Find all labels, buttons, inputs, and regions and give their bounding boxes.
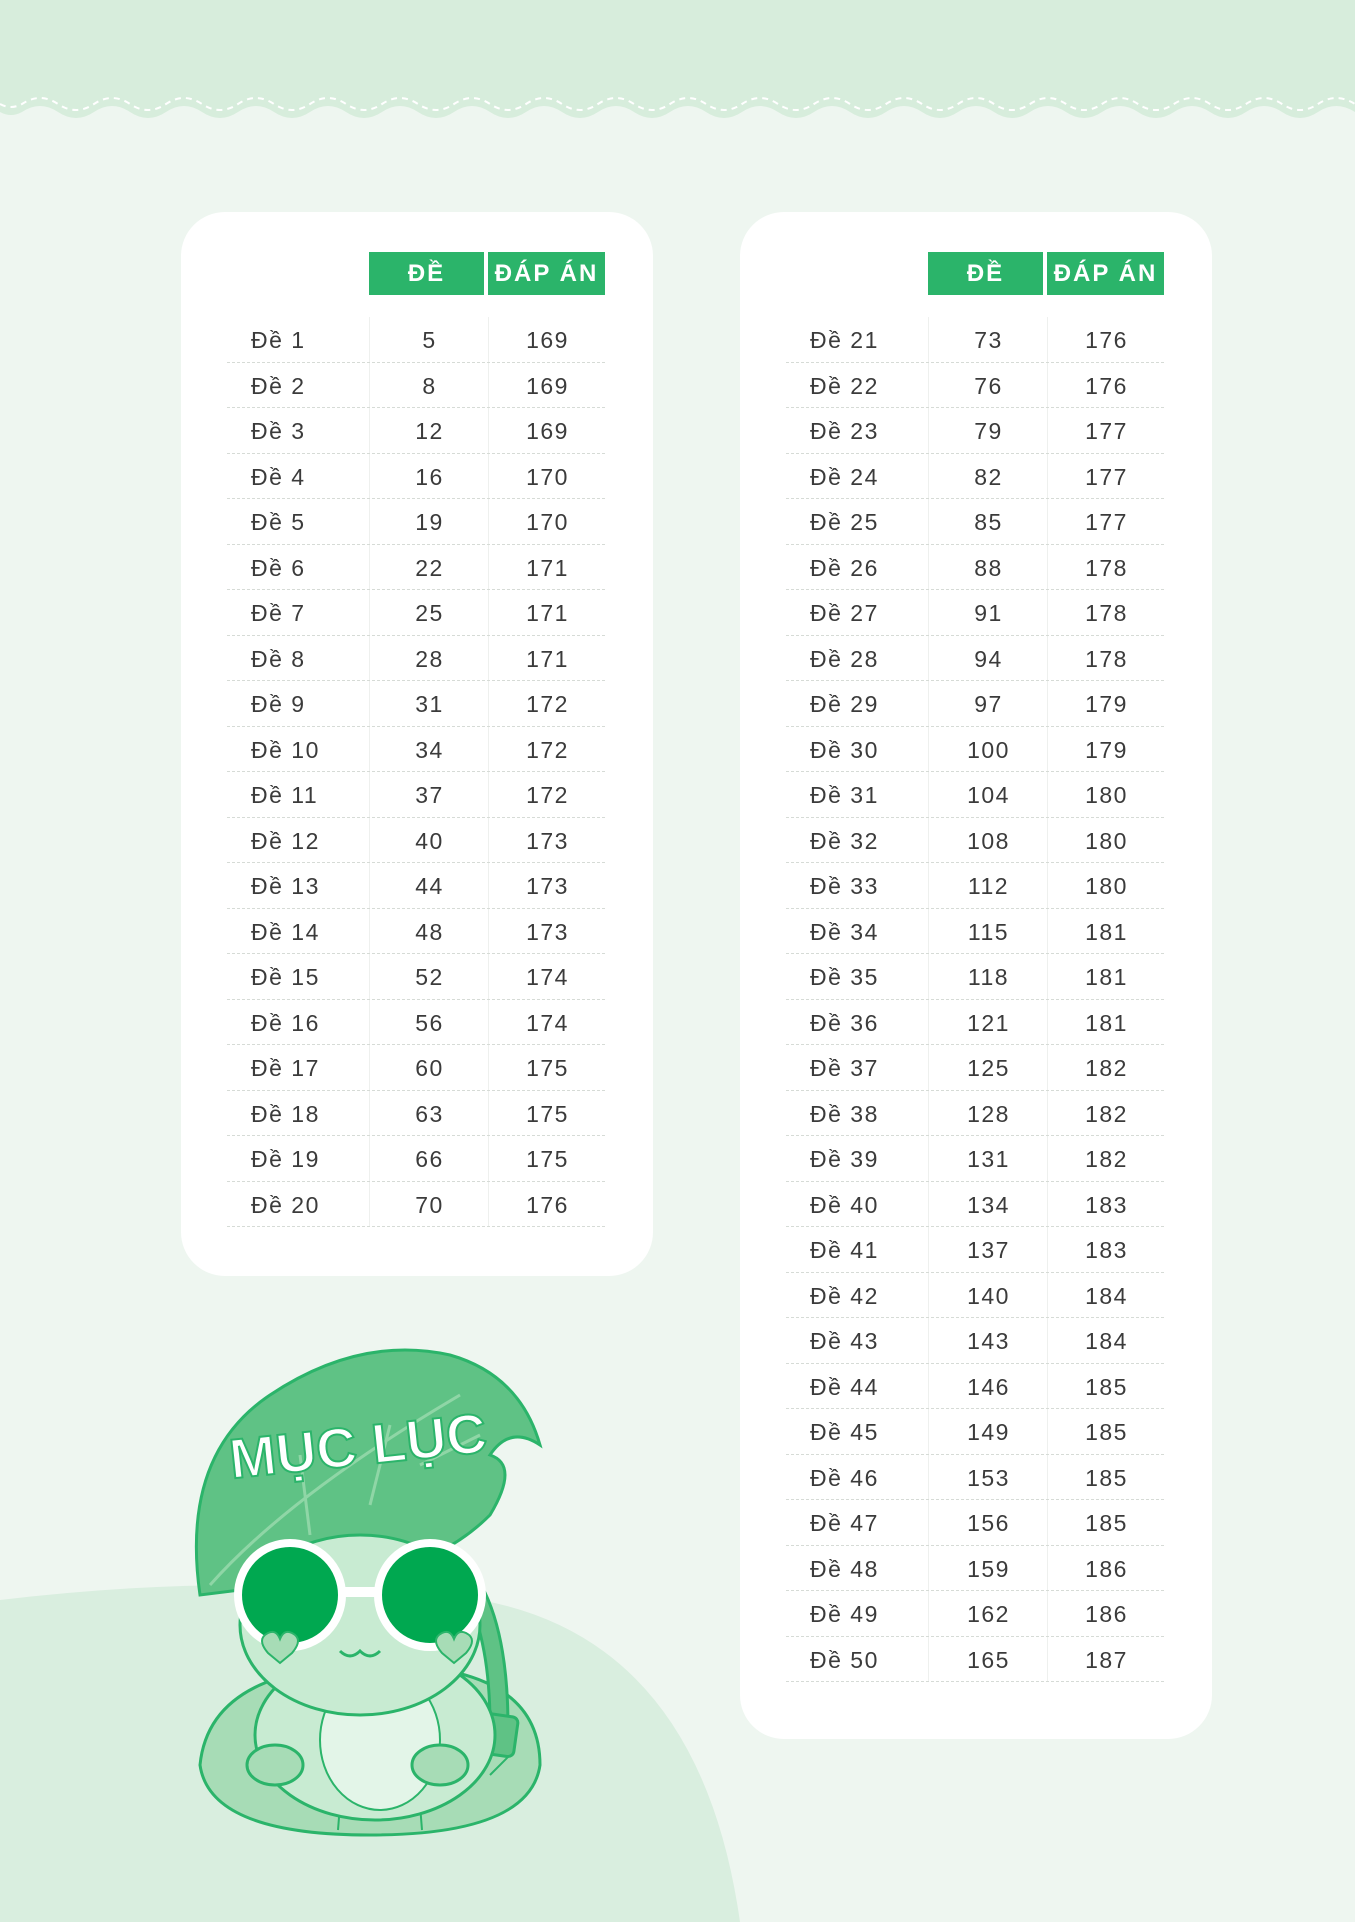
toc-row [227,954,605,1000]
exam-name: Đề 42 [810,1282,879,1309]
exam-name: Đề 16 [251,1009,320,1036]
exam-page: 37 [369,772,489,818]
answer-page: 177 [1047,408,1165,454]
toc-row [227,1000,605,1046]
exam-name: Đề 20 [251,1191,320,1218]
toc-row [786,454,1164,500]
exam-name: Đề 48 [810,1555,879,1582]
exam-name: Đề 3 [251,418,306,444]
exam-name: Đề 21 [810,327,879,353]
answer-page: 178 [1047,545,1165,591]
exam-name: Đề 15 [251,964,320,990]
toc-row [786,1091,1164,1137]
answer-page: 176 [488,1182,606,1228]
toc-row [227,454,605,500]
exam-name: Đề 2 [251,372,306,399]
toc-row [227,1091,605,1137]
exam-page: 31 [369,681,489,727]
toc-row [786,1227,1164,1273]
toc-row [786,1409,1164,1455]
exam-page: 40 [369,818,489,864]
exam-page: 153 [928,1455,1048,1501]
exam-page: 79 [928,408,1048,454]
toc-row [786,1182,1164,1228]
exam-name: Đề 24 [810,463,879,490]
exam-page: 94 [928,636,1048,682]
exam-page: 115 [928,909,1048,955]
toc-row [786,772,1164,818]
exam-name: Đề 18 [251,1100,320,1127]
exam-page: 97 [928,681,1048,727]
exam-page: 134 [928,1182,1048,1228]
toc-row [786,1318,1164,1364]
toc-row [786,1045,1164,1091]
toc-row [227,727,605,773]
illustration-title: MỤC LỤC [226,1400,490,1491]
toc-row [786,1546,1164,1592]
answer-page: 171 [488,545,606,591]
answer-page: 182 [1047,1091,1165,1137]
header-de: ĐỀ [369,252,484,295]
exam-page: 56 [369,1000,489,1046]
exam-name: Đề 13 [251,873,320,899]
answer-page: 175 [488,1136,606,1182]
toc-row [227,818,605,864]
answer-page: 186 [1047,1546,1165,1592]
answer-page: 180 [1047,863,1165,909]
toc-row [786,636,1164,682]
exam-page: 131 [928,1136,1048,1182]
answer-page: 180 [1047,772,1165,818]
exam-page: 82 [928,454,1048,500]
exam-name: Đề 1 [251,327,306,353]
frog-illustration [190,1335,610,1865]
exam-page: 76 [928,363,1048,409]
answer-page: 169 [488,317,606,363]
exam-page: 16 [369,454,489,500]
exam-name: Đề 39 [810,1146,879,1172]
exam-page: 70 [369,1182,489,1228]
header-dapan: ĐÁP ÁN [488,252,605,295]
top-wave-band [0,0,1355,125]
toc-row [227,1136,605,1182]
toc-row [786,1637,1164,1683]
exam-page: 165 [928,1637,1048,1683]
toc-row [227,545,605,591]
answer-page: 173 [488,818,606,864]
exam-page: 25 [369,590,489,636]
answer-page: 174 [488,1000,606,1046]
exam-page: 104 [928,772,1048,818]
answer-page: 183 [1047,1182,1165,1228]
exam-name: Đề 12 [251,827,320,854]
exam-name: Đề 36 [810,1009,879,1036]
answer-page: 180 [1047,818,1165,864]
exam-page: 28 [369,636,489,682]
toc-row [786,499,1164,545]
toc-row [227,499,605,545]
toc-row [786,727,1164,773]
exam-name: Đề 41 [810,1237,879,1263]
toc-row [227,590,605,636]
exam-page: 19 [369,499,489,545]
exam-name: Đề 32 [810,827,879,854]
toc-row [227,681,605,727]
toc-row [786,909,1164,955]
answer-page: 169 [488,363,606,409]
exam-name: Đề 4 [251,463,306,490]
toc-row [227,408,605,454]
answer-page: 179 [1047,727,1165,773]
toc-row [786,681,1164,727]
exam-page: 44 [369,863,489,909]
answer-page: 182 [1047,1136,1165,1182]
exam-page: 112 [928,863,1048,909]
exam-name: Đề 17 [251,1055,320,1081]
answer-page: 183 [1047,1227,1165,1273]
toc-card-right [740,212,1212,1739]
answer-page: 173 [488,909,606,955]
exam-page: 146 [928,1364,1048,1410]
exam-name: Đề 10 [251,736,320,763]
exam-name: Đề 23 [810,418,879,444]
exam-name: Đề 40 [810,1191,879,1218]
toc-row [786,1500,1164,1546]
exam-page: 149 [928,1409,1048,1455]
toc-row [227,636,605,682]
answer-page: 181 [1047,1000,1165,1046]
answer-page: 187 [1047,1637,1165,1683]
exam-page: 91 [928,590,1048,636]
toc-row [786,1136,1164,1182]
answer-page: 181 [1047,954,1165,1000]
exam-page: 118 [928,954,1048,1000]
exam-page: 159 [928,1546,1048,1592]
exam-page: 85 [928,499,1048,545]
exam-page: 137 [928,1227,1048,1273]
answer-page: 171 [488,636,606,682]
answer-page: 176 [1047,363,1165,409]
exam-name: Đề 34 [810,918,879,945]
exam-name: Đề 11 [251,782,319,808]
exam-name: Đề 49 [810,1601,879,1627]
exam-name: Đề 14 [251,918,320,945]
exam-name: Đề 29 [810,691,879,717]
answer-page: 172 [488,727,606,773]
exam-name: Đề 8 [251,645,306,672]
exam-name: Đề 37 [810,1055,879,1081]
answer-page: 185 [1047,1409,1165,1455]
answer-page: 185 [1047,1500,1165,1546]
exam-name: Đề 46 [810,1464,879,1491]
answer-page: 181 [1047,909,1165,955]
toc-row [227,1045,605,1091]
toc-row [227,1182,605,1228]
answer-page: 170 [488,499,606,545]
toc-row [227,317,605,363]
toc-row [227,863,605,909]
exam-page: 108 [928,818,1048,864]
toc-row [786,408,1164,454]
exam-name: Đề 19 [251,1146,320,1172]
answer-page: 186 [1047,1591,1165,1637]
exam-page: 8 [369,363,489,409]
exam-name: Đề 27 [810,600,879,626]
answer-page: 169 [488,408,606,454]
toc-row [786,1273,1164,1319]
exam-page: 60 [369,1045,489,1091]
toc-row [786,1000,1164,1046]
exam-name: Đề 50 [810,1646,879,1673]
header-de: ĐỀ [928,252,1043,295]
answer-page: 174 [488,954,606,1000]
exam-page: 121 [928,1000,1048,1046]
exam-name: Đề 47 [810,1510,879,1536]
exam-name: Đề 5 [251,509,306,535]
exam-page: 128 [928,1091,1048,1137]
answer-page: 170 [488,454,606,500]
exam-page: 143 [928,1318,1048,1364]
exam-name: Đề 28 [810,645,879,672]
exam-name: Đề 7 [251,600,306,626]
answer-page: 177 [1047,499,1165,545]
header-dapan: ĐÁP ÁN [1047,252,1164,295]
exam-page: 5 [369,317,489,363]
answer-page: 179 [1047,681,1165,727]
exam-page: 125 [928,1045,1048,1091]
exam-name: Đề 35 [810,964,879,990]
toc-row [786,863,1164,909]
answer-page: 175 [488,1091,606,1137]
toc-row [786,590,1164,636]
exam-page: 52 [369,954,489,1000]
exam-name: Đề 9 [251,691,306,717]
exam-name: Đề 30 [810,736,879,763]
exam-page: 73 [928,317,1048,363]
answer-page: 184 [1047,1273,1165,1319]
exam-name: Đề 43 [810,1328,879,1354]
answer-page: 171 [488,590,606,636]
answer-page: 185 [1047,1364,1165,1410]
exam-name: Đề 44 [810,1373,879,1400]
toc-row [786,1455,1164,1501]
exam-page: 100 [928,727,1048,773]
toc-row [227,363,605,409]
toc-row [786,818,1164,864]
exam-name: Đề 22 [810,372,879,399]
toc-row [227,909,605,955]
answer-page: 185 [1047,1455,1165,1501]
answer-page: 172 [488,772,606,818]
answer-page: 182 [1047,1045,1165,1091]
exam-page: 162 [928,1591,1048,1637]
answer-page: 178 [1047,636,1165,682]
toc-row [786,1591,1164,1637]
exam-name: Đề 33 [810,873,879,899]
answer-page: 176 [1047,317,1165,363]
toc-rows-right [786,317,1164,1682]
answer-page: 172 [488,681,606,727]
toc-rows-left [227,317,605,1227]
exam-page: 88 [928,545,1048,591]
exam-page: 140 [928,1273,1048,1319]
exam-name: Đề 38 [810,1100,879,1127]
exam-page: 34 [369,727,489,773]
toc-row [227,772,605,818]
exam-page: 66 [369,1136,489,1182]
answer-page: 178 [1047,590,1165,636]
exam-name: Đề 26 [810,554,879,581]
exam-page: 12 [369,408,489,454]
exam-page: 156 [928,1500,1048,1546]
answer-page: 177 [1047,454,1165,500]
exam-name: Đề 31 [810,782,879,808]
exam-name: Đề 45 [810,1419,879,1445]
toc-row [786,545,1164,591]
toc-card-left [181,212,653,1276]
toc-row [786,954,1164,1000]
exam-page: 22 [369,545,489,591]
exam-page: 48 [369,909,489,955]
exam-page: 63 [369,1091,489,1137]
exam-name: Đề 25 [810,509,879,535]
answer-page: 175 [488,1045,606,1091]
answer-page: 173 [488,863,606,909]
toc-row [786,317,1164,363]
exam-name: Đề 6 [251,554,306,581]
answer-page: 184 [1047,1318,1165,1364]
toc-row [786,363,1164,409]
toc-row [786,1364,1164,1410]
